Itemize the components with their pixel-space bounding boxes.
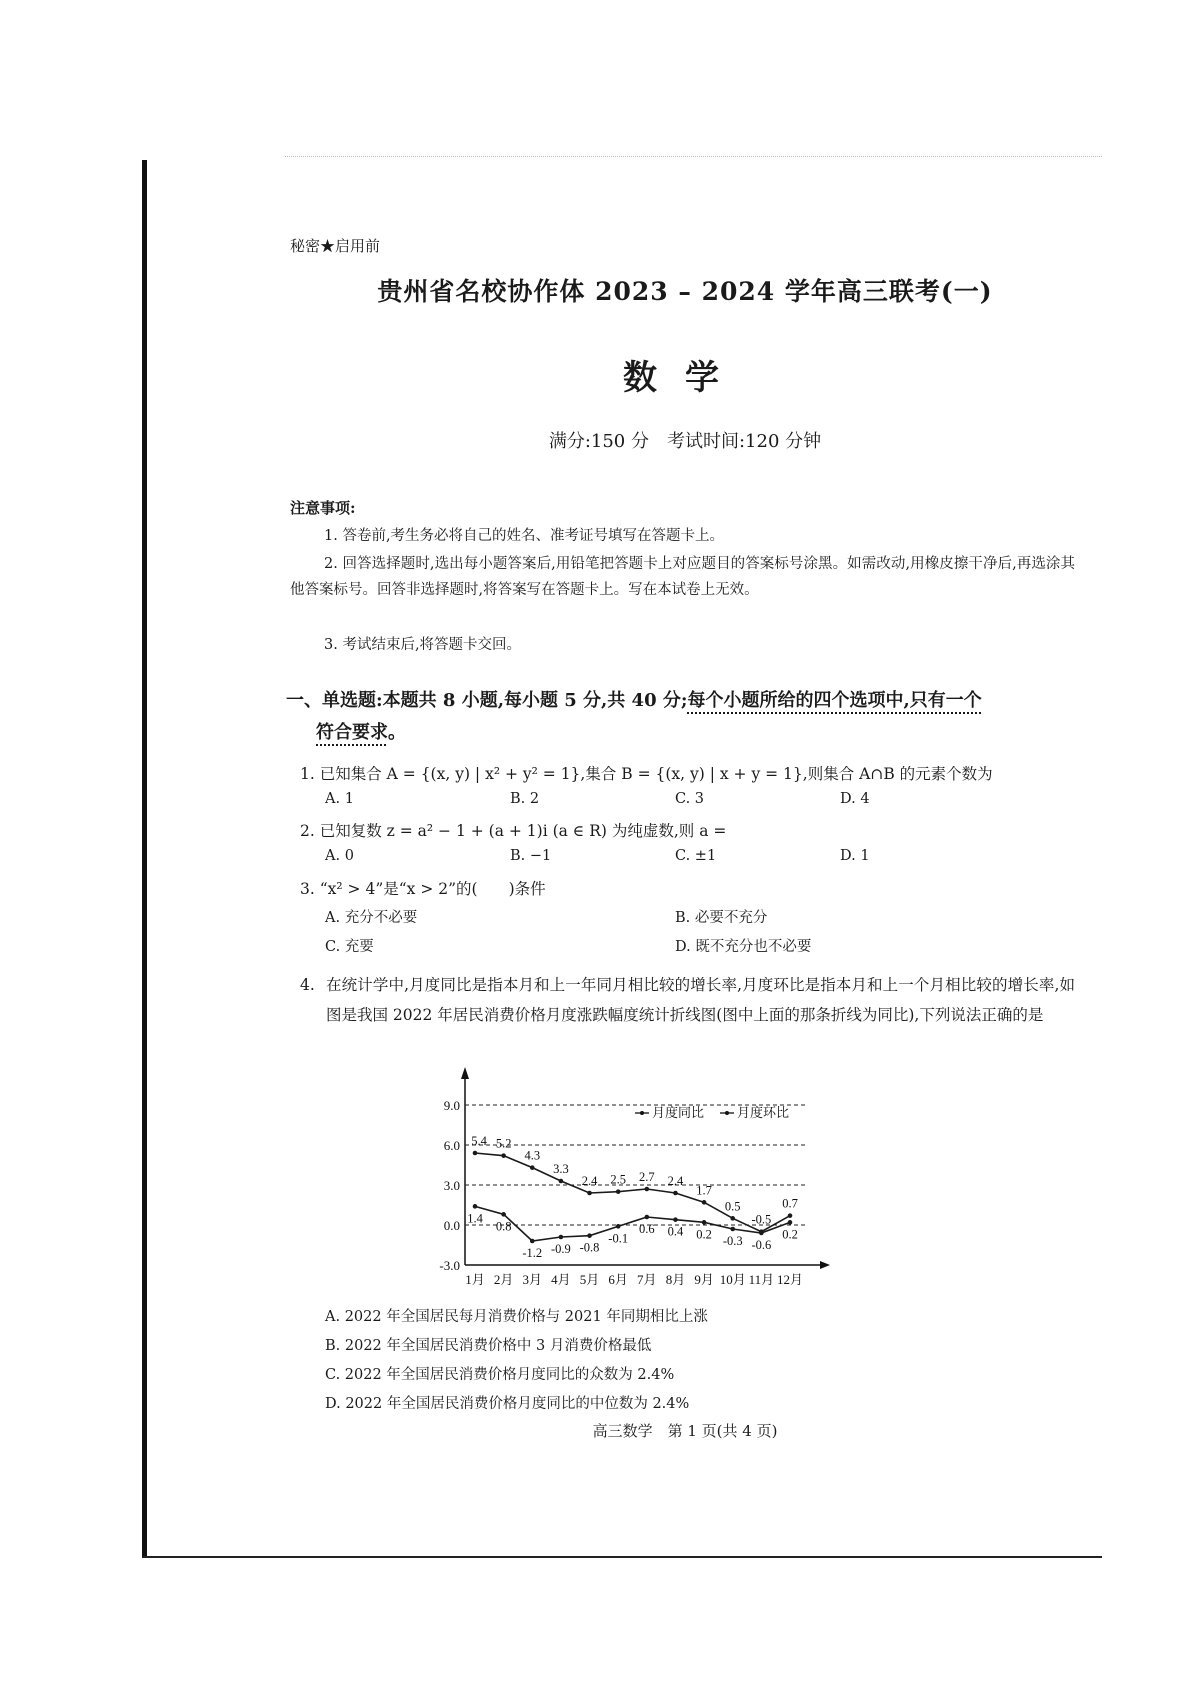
- data-label: 0.8: [495, 1219, 512, 1234]
- page-footer: 高三数学 第 1 页(共 4 页): [592, 1422, 778, 1440]
- data-point: [587, 1191, 592, 1196]
- x-tick-label: 5月: [579, 1272, 600, 1287]
- data-point: [788, 1220, 793, 1225]
- x-tick-label: 1月: [465, 1272, 485, 1287]
- data-point: [501, 1212, 506, 1217]
- data-label: -0.9: [551, 1242, 571, 1256]
- data-point: [530, 1239, 535, 1244]
- x-tick-label: 4月: [551, 1272, 571, 1287]
- legend-label: 月度环比: [737, 1105, 790, 1120]
- x-tick-label: 10月: [719, 1272, 746, 1287]
- question-3-num: 3.: [300, 880, 315, 898]
- data-label: -0.8: [579, 1240, 600, 1255]
- question-4: [300, 970, 1075, 1030]
- notice-item-3: 3. 考试结束后,将答题卡交回。: [324, 637, 522, 653]
- data-label: 2.4: [667, 1174, 684, 1188]
- data-label: -0.1: [608, 1231, 629, 1246]
- exam-title: 贵州省名校协作体 2023 – 2024 学年高三联考(一): [377, 277, 993, 306]
- option-c[interactable]: C. 3: [675, 791, 705, 807]
- option-a[interactable]: A. 2022 年全国居民每月消费价格与 2021 年同期相比上涨: [325, 1309, 708, 1325]
- data-point: [730, 1216, 735, 1221]
- x-tick-label: 6月: [608, 1272, 628, 1287]
- option-a[interactable]: A. 0: [325, 848, 354, 864]
- option-b[interactable]: B. 2: [510, 791, 540, 807]
- data-point: [702, 1200, 707, 1205]
- data-label: 0.2: [782, 1227, 798, 1242]
- data-label: 0.4: [667, 1224, 684, 1239]
- secret-label: 秘密★启用前: [290, 237, 381, 255]
- notice-item-2: 2. 回答选择题时,选出每小题答案后,用铅笔把答题卡上对应题目的答案标号涂黑。如需改动,用橡皮擦干净后,再选涂其他答案标号。回答非选择题时,将答案写在答题卡上。写在本试卷上无效。: [290, 556, 1075, 598]
- top-dotted-rule: [285, 156, 1102, 158]
- x-tick-label: 11月: [748, 1272, 775, 1287]
- option-a[interactable]: A. 充分不必要: [325, 910, 418, 926]
- cpi-line-chart: [420, 1065, 840, 1295]
- y-tick-label: 9.0: [443, 1098, 460, 1113]
- data-label: 2.7: [639, 1170, 655, 1184]
- question-3-stem: “x² > 4”是“x > 2”的( )条件: [319, 880, 546, 898]
- legend-label: 月度同比: [652, 1105, 705, 1120]
- option-d[interactable]: D. 1: [840, 848, 870, 864]
- data-point: [587, 1233, 592, 1238]
- data-label: -0.3: [722, 1234, 743, 1248]
- question-4-num: 4.: [300, 976, 315, 994]
- option-a[interactable]: A. 1: [325, 791, 354, 807]
- section-heading-b: 每个小题所给的四个选项中,只有一个: [687, 690, 982, 711]
- option-c[interactable]: C. ±1: [675, 848, 717, 864]
- subject-title: 数学: [623, 358, 747, 398]
- y-tick-label: 3.0: [443, 1178, 460, 1193]
- section-heading-d: 。: [388, 722, 406, 743]
- data-point: [616, 1189, 621, 1194]
- question-4-stem: 在统计学中,月度同比是指本月和上一年同月相比较的增长率,月度环比是指本月和上一个月相比较的增长率,如图是我国 2022 年居民消费价格月度涨跌幅度统计折线图(图中上面的那条折线为同比),下列说法正确的是: [326, 976, 1075, 1024]
- y-axis-arrow: [461, 1067, 469, 1079]
- x-tick-label: 7月: [637, 1272, 657, 1287]
- data-label: 0.6: [639, 1222, 655, 1236]
- data-label: 2.4: [581, 1174, 598, 1188]
- y-tick-label: 0.0: [443, 1218, 460, 1233]
- data-label: 5.2: [495, 1136, 512, 1151]
- data-point: [645, 1187, 650, 1192]
- data-label: 3.3: [553, 1162, 569, 1176]
- legend-marker: [725, 1111, 729, 1115]
- data-point: [473, 1204, 478, 1209]
- data-point: [673, 1217, 678, 1222]
- bottom-border: [142, 1556, 1102, 1558]
- section-heading-c: 符合要求: [316, 722, 388, 743]
- question-1-stem: 已知集合 A = {(x, y) | x² + y² = 1},集合 B = {(x, y) | x + y = 1},则集合 A∩B 的元素个数为: [319, 765, 993, 783]
- data-label: -0.5: [751, 1212, 772, 1227]
- section-heading-a: 一、单选题:本题共 8 小题,每小题 5 分,共 40 分;: [286, 690, 688, 711]
- data-point: [645, 1215, 650, 1220]
- x-axis-arrow: [820, 1261, 830, 1269]
- option-d[interactable]: D. 4: [840, 791, 870, 807]
- option-d[interactable]: D. 既不充分也不必要: [675, 939, 812, 955]
- data-point: [559, 1235, 564, 1240]
- question-2-num: 2.: [300, 822, 315, 840]
- x-tick-label: 8月: [665, 1272, 686, 1287]
- data-label: 2.5: [610, 1172, 626, 1187]
- option-c[interactable]: C. 充要: [325, 939, 374, 955]
- x-tick-label: 2月: [493, 1272, 514, 1287]
- x-tick-label: 12月: [776, 1272, 804, 1287]
- data-point: [673, 1191, 678, 1196]
- option-b[interactable]: B. 2022 年全国居民消费价格中 3 月消费价格最低: [325, 1338, 652, 1354]
- data-point: [473, 1151, 478, 1156]
- data-point: [530, 1165, 535, 1170]
- y-tick-label: -3.0: [439, 1258, 460, 1273]
- x-tick-label: 3月: [522, 1272, 543, 1287]
- section-heading: [286, 685, 1076, 749]
- data-label: 0.7: [782, 1196, 798, 1211]
- data-point: [788, 1213, 793, 1218]
- data-label: -0.6: [751, 1238, 772, 1252]
- question-3: [300, 877, 546, 899]
- option-d[interactable]: D. 2022 年全国居民消费价格月度同比的中位数为 2.4%: [325, 1396, 690, 1412]
- data-label: 1.7: [696, 1183, 712, 1198]
- data-point: [730, 1227, 735, 1232]
- option-b[interactable]: B. −1: [510, 848, 552, 864]
- question-2: [300, 819, 726, 841]
- series-line-yoy: [475, 1153, 790, 1232]
- question-1: [300, 762, 993, 784]
- data-label: 5.4: [471, 1134, 487, 1148]
- data-label: 0.5: [724, 1199, 741, 1214]
- left-border: [142, 160, 147, 1558]
- data-label: 1.4: [467, 1211, 483, 1226]
- data-point: [559, 1179, 564, 1184]
- data-label: 0.2: [696, 1227, 712, 1242]
- notice-item-1: 1. 答卷前,考生务必将自己的姓名、准考证号填写在答题卡上。: [324, 528, 725, 544]
- question-2-stem: 已知复数 z = a² − 1 + (a + 1)i (a ∈ R) 为纯虚数,则 a =: [319, 822, 727, 840]
- x-tick-label: 9月: [694, 1272, 714, 1287]
- data-label: -1.2: [522, 1246, 543, 1260]
- data-point: [501, 1153, 506, 1158]
- data-point: [702, 1220, 707, 1225]
- data-label: 4.3: [524, 1148, 541, 1163]
- data-point: [759, 1231, 764, 1236]
- notice-heading: 注意事项:: [290, 499, 356, 517]
- option-b[interactable]: B. 必要不充分: [675, 910, 768, 926]
- option-c[interactable]: C. 2022 年全国居民消费价格月度同比的众数为 2.4%: [325, 1367, 675, 1383]
- legend-marker: [640, 1111, 644, 1115]
- y-tick-label: 6.0: [443, 1138, 460, 1153]
- data-point: [616, 1224, 621, 1229]
- question-1-num: 1.: [300, 765, 315, 783]
- score-time: 满分:150 分 考试时间:120 分钟: [548, 431, 822, 452]
